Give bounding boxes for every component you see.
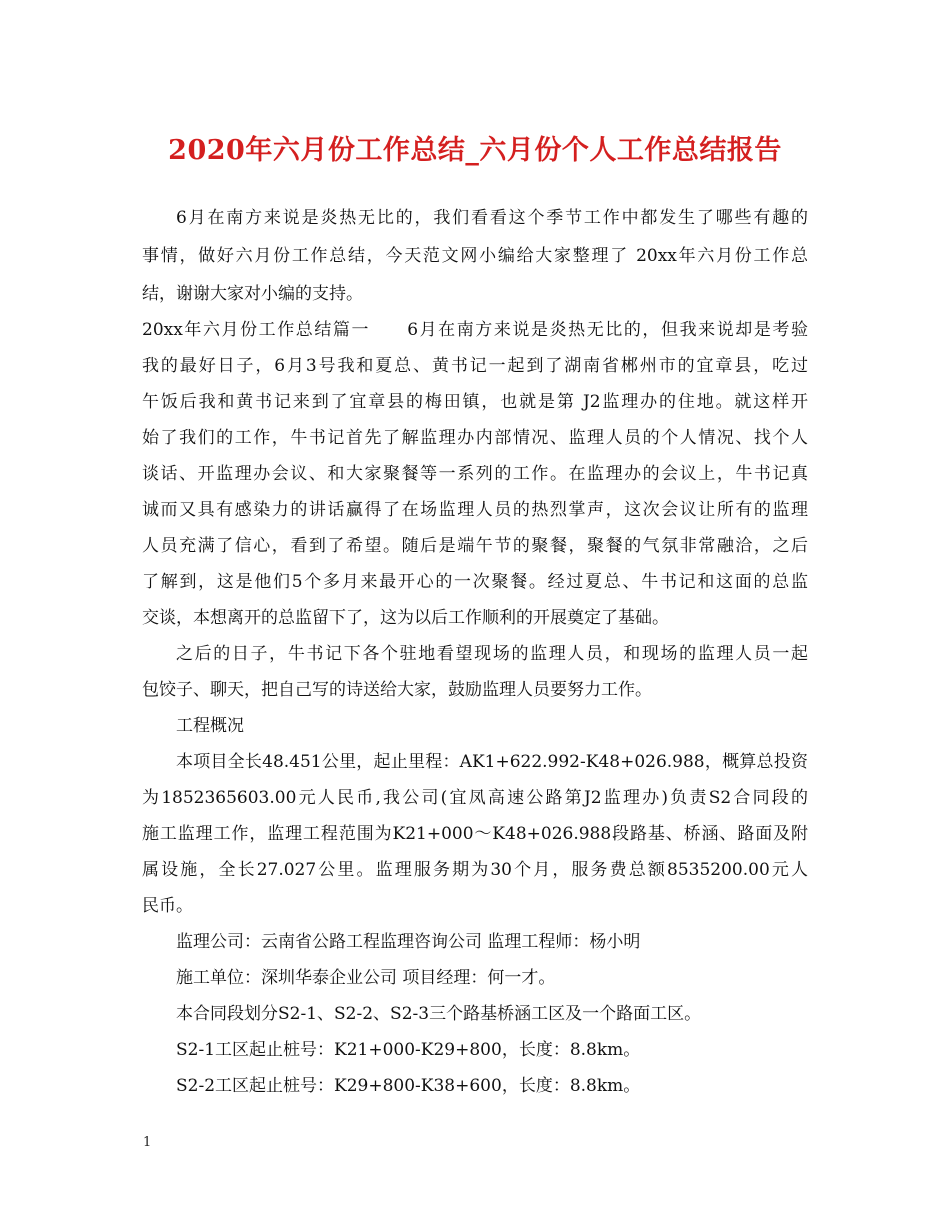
text-line: 属设施，全长27.027公里。监理服务期为30个月，服务费总额8535200.00元人	[142, 860, 808, 880]
text-line: 诚而又具有感染力的讲话赢得了在场监理人员的热烈掌声，这次会议让所有的监理	[142, 500, 808, 520]
text-line: 施工单位：深圳华泰企业公司 项目经理：何一才。	[176, 968, 556, 988]
page-number: 1	[143, 1135, 152, 1150]
text-line: 结，谢谢大家对小编的支持。	[142, 284, 363, 304]
text-line: 本项目全长48.451公里，起止里程：AK1+622.992-K48+026.988，概算总投资	[176, 752, 808, 772]
text-line: 民币。	[142, 896, 193, 916]
text-line: 6月在南方来说是炎热无比的，我们看看这个季节工作中都发生了哪些有趣的	[176, 208, 808, 228]
text-line: 为1852365603.00元人民币,我公司(宜凤高速公路第J2监理办)负责S2合同段的	[142, 788, 808, 808]
text-line: 监理公司：云南省公路工程监理咨询公司 监理工程师：杨小明	[176, 932, 641, 952]
text-line: 施工监理工作，监理工程范围为K21+000～K48+026.988段路基、桥涵、路面及附	[142, 824, 808, 844]
text-line: 包饺子、聊天，把自己写的诗送给大家，鼓励监理人员要努力工作。	[142, 680, 652, 700]
text-line: 我的最好日子，6月3号我和夏总、黄书记一起到了湖南省郴州市的宜章县，吃过	[142, 356, 808, 376]
text-line: S2-1工区起止桩号：K21+000-K29+800，长度：8.8km。	[176, 1040, 641, 1060]
text-line: 午饭后我和黄书记来到了宜章县的梅田镇，也就是第 J2监理办的住地。就这样开	[142, 392, 808, 412]
text-line: 了解到，这是他们5个多月来最开心的一次聚餐。经过夏总、牛书记和这面的总监	[142, 572, 808, 592]
text-line: 本合同段划分S2-1、S2-2、S2-3三个路基桥涵工区及一个路面工区。	[176, 1004, 702, 1024]
document-title: 2020年六月份工作总结_六月份个人工作总结报告	[168, 135, 782, 166]
text-line: 事情，做好六月份工作总结，今天范文网小编给大家整理了 20xx年六月份工作总	[142, 246, 808, 266]
text-line: 谈话、开监理办会议、和大家聚餐等一系列的工作。在监理办的会议上，牛书记真	[142, 464, 808, 484]
section-heading: 工程概况	[176, 716, 244, 736]
text-line: 之后的日子，牛书记下各个驻地看望现场的监理人员，和现场的监理人员一起	[176, 644, 808, 664]
text-line: 交谈，本想离开的总监留下了，这为以后工作顺利的开展奠定了基础。	[142, 608, 669, 628]
text-line: S2-2工区起止桩号：K29+800-K38+600，长度：8.8km。	[176, 1076, 641, 1096]
text-line: 始了我们的工作，牛书记首先了解监理办内部情况、监理人员的个人情况、找个人	[142, 428, 808, 448]
text-line: 20xx年六月份工作总结篇一 6月在南方来说是炎热无比的，但我来说却是考验	[142, 320, 808, 340]
text-line: 人员充满了信心，看到了希望。随后是端午节的聚餐，聚餐的气氛非常融洽，之后	[142, 536, 808, 556]
